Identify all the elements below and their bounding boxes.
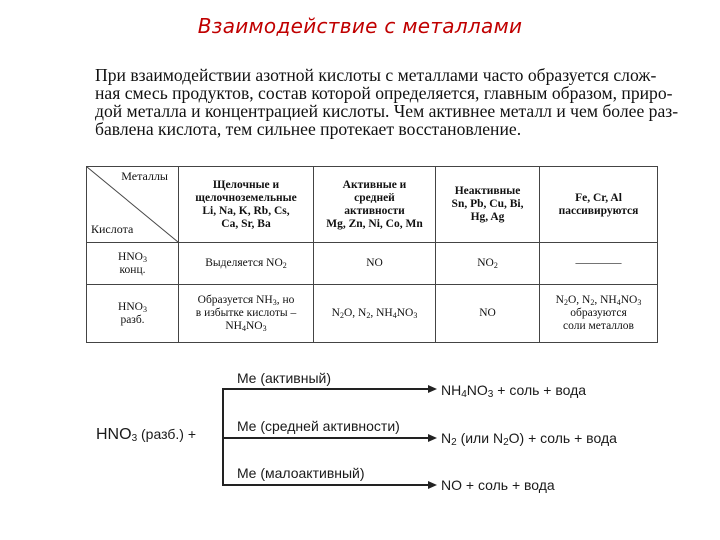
row-acid-diluted: $HNO_3$ разб. [87, 285, 179, 343]
header-line: щелочноземельные [195, 191, 297, 204]
scheme-metal-label: Me (активный) [237, 370, 332, 386]
table-cell: $N_2O$, $N_2$, $NH_4NO_3$ [314, 285, 436, 343]
header-line: Ca, Sr, Ba [221, 217, 271, 230]
scheme-product: NO + соль + вода [441, 477, 555, 493]
scheme-reactant: $HNO_3$ (разб.) + [96, 426, 196, 444]
header-line: Sn, Pb, Cu, Bi, [451, 198, 524, 210]
header-line: активности [344, 204, 405, 217]
scheme-product: $NH_4NO_3$ + соль + вода [441, 382, 587, 400]
header-line: Mg, Zn, Ni, Co, Mn [326, 217, 423, 230]
table-cell: NO [436, 285, 540, 343]
table-cell: NO [314, 243, 436, 285]
table-cell: $N_2O$, $N_2$, $NH_4NO_3$ образуются соли металлов [540, 285, 658, 343]
scheme-product: $N_2$ (или $N_2O$) + соль + вода [441, 430, 617, 448]
header-line: Неактивные [454, 185, 521, 197]
corner-metals-label: Металлы [121, 169, 168, 183]
header-line: Hg, Ag [470, 211, 505, 223]
header-line: средней [354, 191, 395, 204]
intro-line: При взаимодействии азотной кислоты с металлами часто образуется слож- [95, 65, 657, 85]
header-line: Активные и [342, 178, 407, 191]
intro-line: бавлена кислота, тем сильнее протекает восстановление. [95, 119, 522, 139]
table-cell: Выделяется $NO_2$ [179, 243, 314, 285]
scheme-arrow-line [222, 484, 430, 486]
header-line: Щелочные и [212, 178, 280, 191]
intro-line: дой металла и концентрацией кислоты. Чем активнее металл и чем более раз- [95, 101, 679, 121]
corner-acid-label: Кислота [91, 222, 134, 236]
table-cell: $NO_2$ [436, 243, 540, 285]
intro-line: ная смесь продуктов, состав которой определяется, главным образом, приро- [95, 83, 673, 103]
scheme-metal-label: Me (средней активности) [237, 418, 400, 434]
arrow-head-icon [428, 481, 437, 489]
scheme-metal-label: Me (малоактивный) [237, 465, 365, 481]
table-cell: ———— [540, 243, 658, 285]
arrow-head-icon [428, 434, 437, 442]
header-line: пассивируются [558, 204, 639, 217]
slide-title: Взаимодействие с металлами [197, 14, 523, 38]
arrow-head-icon [428, 385, 437, 393]
header-line: Li, Na, K, Rb, Cs, [202, 204, 290, 217]
header-line: Fe, Cr, Al [575, 191, 622, 204]
scheme-arrow-line [222, 437, 430, 439]
table-cell: Образуется $NH_3$, но в избытке кислоты – $NH_4NO_3$ [179, 285, 314, 343]
row-acid-concentrated: $HNO_3$ конц. [87, 243, 179, 285]
scheme-arrow-line [222, 388, 430, 390]
